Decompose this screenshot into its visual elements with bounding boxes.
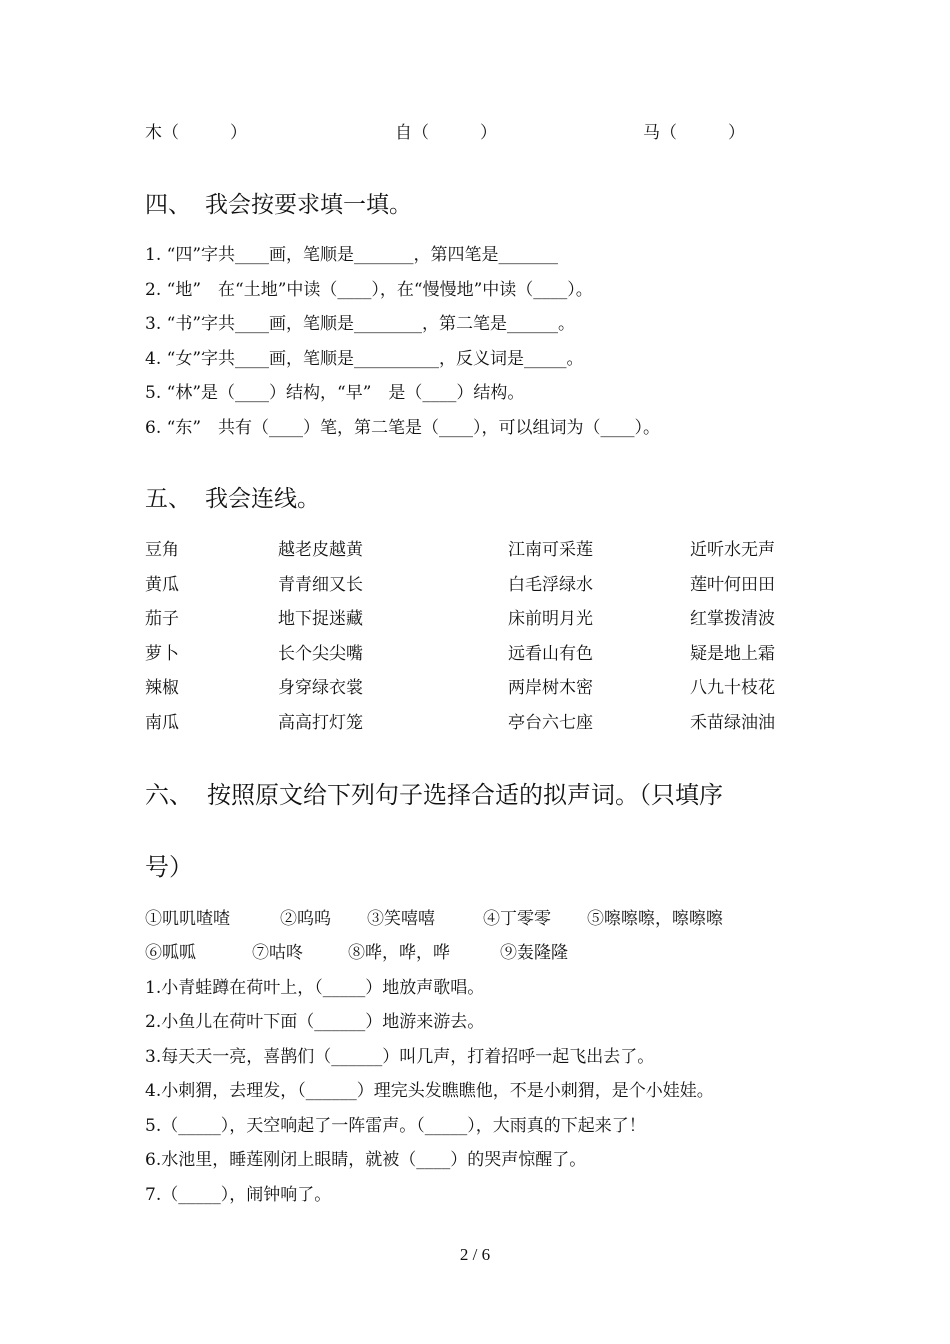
match-col4-item: 近听水无声 — [690, 540, 775, 560]
match-col1-item: 辣椒 — [145, 678, 179, 698]
sec3-item-mu: 木（ ） — [145, 123, 247, 143]
section6-title-line1: 按照原文给下列句子选择合适的拟声词。（只填序 — [207, 781, 723, 809]
match-col2-item: 高高打灯笼 — [278, 713, 363, 733]
section6-line-5: 5.（_____），天空响起了一阵雷声。（_____），大雨真的下起来了！ — [145, 1116, 646, 1136]
match-col4-item: 莲叶何田田 — [690, 575, 775, 595]
section4-number: 四、 — [145, 192, 191, 218]
option-item: ①叽叽喳喳 — [145, 909, 230, 929]
section6-line-2: 2.小鱼儿在荷叶下面（______）地游来游去。 — [145, 1012, 485, 1032]
section6-heading — [145, 780, 723, 810]
match-col3-item: 亭台六七座 — [508, 713, 593, 733]
match-col2-item: 长个尖尖嘴 — [278, 644, 363, 664]
sec3-item-ma: 马（ ） — [643, 123, 745, 143]
section4-line-6: 6. “东” 共有（____）笔，第二笔是（____），可以组词为（____）。 — [145, 418, 661, 438]
section6-line-4: 4.小刺猬，去理发，（______）理完头发瞧瞧他，不是小刺猬，是个小娃娃。 — [145, 1081, 714, 1101]
section6-number: 六、 — [145, 781, 193, 809]
match-col4-item: 疑是地上霜 — [690, 644, 775, 664]
option-item: ⑤嚓嚓嚓，嚓嚓嚓 — [587, 909, 723, 929]
section4-line-1: 1. “四”字共____画，笔顺是_______，第四笔是_______ — [145, 245, 559, 265]
match-col2-item: 青青细又长 — [278, 575, 363, 595]
section4-line-3: 3. “书”字共____画，笔顺是________，第二笔是______。 — [145, 314, 576, 334]
match-col3-item: 远看山有色 — [508, 644, 593, 664]
section5-title: 我会连线。 — [205, 486, 320, 512]
section5-number: 五、 — [145, 486, 191, 512]
match-col2-item: 越老皮越黄 — [278, 540, 363, 560]
section6-title-line2: 号） — [145, 853, 193, 881]
match-col3-item: 床前明月光 — [508, 609, 593, 629]
option-item: ④丁零零 — [483, 909, 551, 929]
match-col1-item: 萝卜 — [145, 644, 179, 664]
match-col1-item: 豆角 — [145, 540, 179, 560]
match-col3-item: 白毛浮绿水 — [508, 575, 593, 595]
option-item: ②呜呜 — [280, 909, 331, 929]
match-col2-item: 地下捉迷藏 — [278, 609, 363, 629]
page-number: 2 / 6 — [459, 1245, 491, 1264]
section4-heading — [145, 190, 412, 220]
match-col2-item: 身穿绿衣裳 — [278, 678, 363, 698]
option-item: ⑨轰隆隆 — [500, 943, 568, 963]
match-col4-item: 禾苗绿油油 — [690, 713, 775, 733]
match-col4-item: 红掌拨清波 — [690, 609, 775, 629]
sec3-item-zi: 自（ ） — [395, 123, 497, 143]
match-col3-item: 两岸树木密 — [508, 678, 593, 698]
section5-heading — [145, 484, 320, 514]
section4-line-5: 5. “林”是（____）结构，“早” 是（____）结构。 — [145, 383, 525, 403]
section6-line-1: 1.小青蛙蹲在荷叶上，（_____）地放声歌唱。 — [145, 978, 485, 998]
match-col1-item: 黄瓜 — [145, 575, 179, 595]
section6-line-6: 6.水池里，睡莲刚闭上眼睛，就被（____）的哭声惊醒了。 — [145, 1150, 587, 1170]
option-item: ③笑嘻嘻 — [367, 909, 435, 929]
match-col1-item: 南瓜 — [145, 713, 179, 733]
section6-line-7: 7.（_____），闹钟响了。 — [145, 1185, 332, 1205]
option-item: ⑥呱呱 — [145, 943, 196, 963]
match-col3-item: 江南可采莲 — [508, 540, 593, 560]
section4-line-2: 2. “地” 在“土地”中读（____），在“慢慢地”中读（____）。 — [145, 280, 593, 300]
match-col4-item: 八九十枝花 — [690, 678, 775, 698]
section4-title: 我会按要求填一填。 — [205, 192, 412, 218]
option-item: ⑧哗，哗，哗 — [348, 943, 450, 963]
option-item: ⑦咕咚 — [252, 943, 303, 963]
section4-line-4: 4. “女”字共____画，笔顺是__________，反义词是_____。 — [145, 349, 584, 369]
match-col1-item: 茄子 — [145, 609, 179, 629]
section6-line-3: 3.每天天一亮，喜鹊们（______）叫几声，打着招呼一起飞出去了。 — [145, 1047, 655, 1067]
